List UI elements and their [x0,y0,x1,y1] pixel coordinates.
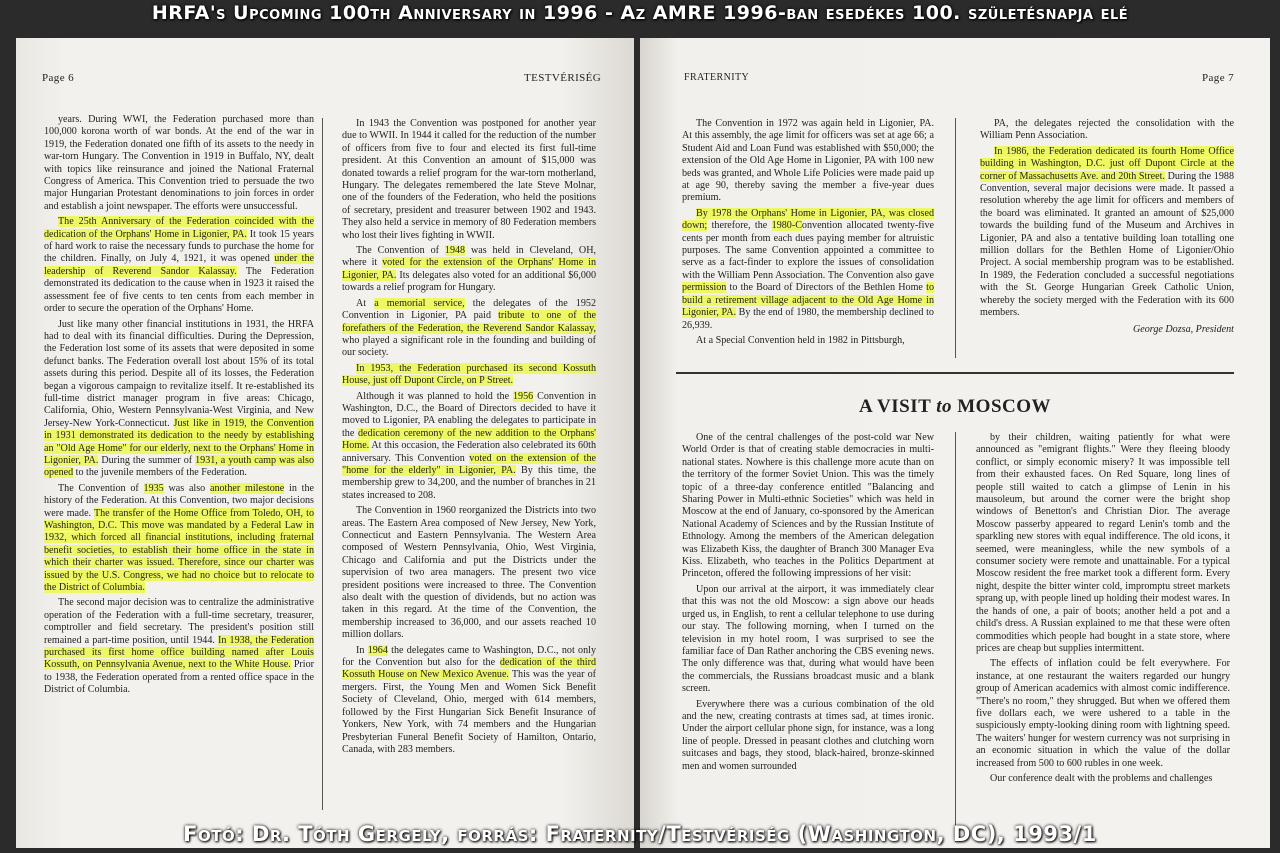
paragraph [44,597,314,696]
paragraph [682,118,934,205]
highlighted-text: 1980-C [771,220,802,232]
column-divider [322,118,323,810]
text-run: was held in Cleveland, OH, where it [342,245,596,269]
right-page [640,38,1270,848]
text-run: In [356,644,368,656]
paragraph [342,645,596,757]
paragraph [976,432,1230,655]
highlighted-text: another milestone [209,482,285,494]
paragraph [342,245,596,295]
paragraph [342,391,596,503]
paragraph [682,699,934,773]
highlighted-text: dedication of the third Kossuth House on New Mexico Avenue. [342,657,596,681]
text-run: The Convention in 1960 reorganized the Districts into two areas. The Eastern Area composed of New Jersey, New York, Connecticut and Eastern Pennsylvania. The Western Area composed of Western Pennsylvania, Ohio, West Virginia, Chicago and California and put the Districts under the supervision of two area managers. The present two vice president positions were increased to three. The Convention also dealt with the question of dividends, but no action was taken in this regard. At the time of the Convention, the membership increased to 36,000, and our assets reached 10 million dollars. [342,505,596,641]
text-run: years. During WWI, the Federation purchased more than 100,000 korona worth of war bonds. At the end of the war in 1919, the Federation donated one fifth of its assets to the needy in war-torn Hungary. The Convention in 1919 in Buffalo, NY, dealt with topics like reinsurance and joined the National Fraternal Congress of America. This Convention tried to persuade the two major Hungarian Protestant denominations to join forces in order and establish a joint newspaper. The efforts were unsuccessful. [44,114,314,212]
paragraph [44,483,314,595]
text-run: By the end of 1980, the membership declined to 26,939. [682,307,934,331]
article-column-2 [976,432,1230,848]
text-run: Its delegates also voted for an additional $6,000 towards a relief program for Hungary. [342,269,596,294]
highlighted-text: In 1953, the Federation purchased its second Kossuth House, just off Dupont Circle, on P Street. [342,362,596,387]
photo-title-caption: HRFA's Upcoming 100th Anniversary in 1996 - Az AMRE 1996-ban esedékes 100. születésnapja elé [151,2,1129,24]
paragraph [342,363,596,388]
paragraph [44,114,314,213]
right-masthead: FRATERNITY [684,72,750,83]
highlighted-text: 1956 [513,390,534,402]
highlighted-text: 1964 [367,644,388,656]
section-rule [676,372,1234,374]
paragraph [342,505,596,641]
article-title: A VISIT to MOSCOW [858,396,1052,417]
paragraph [342,118,596,242]
highlighted-text: tribute to one of the forefathers of the Federation, the Reverend Sandor Kalassay, [342,310,596,334]
highlighted-text: permission [682,282,727,294]
text-run: The Convention of [356,245,445,257]
highlighted-text: to build a retirement village adjacent to the Old Age Home in Ligonier, PA. [682,282,934,319]
right-column-2 [980,118,1234,364]
highlighted-text: voted on the extension of the "home for the elderly" in Ligonier, PA. [342,452,596,476]
text-run: to the Board of Directors of the Bethlen Home [726,282,927,294]
text-run: Our conference dealt with the problems and challenges [990,772,1213,784]
photo-credit-caption: Fotó: Dr. Tóth Gergely, forrás: Fraternity/Testvériség (Washington, DC), 1993/1 [183,822,1097,846]
text-run: The Convention in 1972 was again held in Ligonier, PA. At this assembly, the age limit for officers was set at age 66; a Student Aid and Loan Fund was established with $50,000; the extension of the Old Age Home in Ligonier, PA with 100 new beds was granted, and Whole Life Policies were made paid up at age 90, thereby saving the member a five-year dues premium. [682,118,934,204]
right-page-number: Page 7 [1202,72,1235,84]
highlighted-text: voted for the extension of the Orphans' Home in Ligonier, PA. [342,257,596,281]
highlighted-text: In 1986, the Federation dedicated its fourth Home Office building in Washington, D.C. just off Dupont Circle at the corner of Massachusetts Ave. and 20th Street. [980,145,1234,182]
text-run: The Convention of [58,482,144,494]
text-run: onvention allocated twenty-five cents per month from each dues paying member for altruistic purposes. The same Convention appointed a committee to serve as a fact-finder to explore the issues of consolidation with the William Penn Association. The Convention also gave [682,220,934,281]
text-run: By this time, the membership grew to 34,200, and the number of branches in 21 states increased to 208. [342,464,596,501]
signature: George Dozsa, President [1132,323,1234,335]
highlighted-text: dedication ceremony of the new addition to the Orphans' Home. [342,427,596,452]
paragraph [980,118,1234,143]
highlighted-text: under the leadership of Reverend Sandor Kalassay. [44,253,314,277]
text-run: During the 1988 Convention, several major decisions were made. It passed a resolution whereby the age limit for officers and members of the board was eliminated. It granted an amount of $25,000 towards the building fund of the Museum and Archives in Ligonier, PA and also a tentative building loan totalling one million dollars for the Bethlen Home of Ligonier/Ohio Project. A social membership program was to be established. In 1989, the Federation concluded a successful negotiations with the St. George Hungarian Greek Catholic Union, whereby the society merged with the Federation with its 600 members. [980,170,1234,319]
text-run: Everywhere there was a curious combination of the old and the new, creating contrasts at times sad, at times ironic. Under the airport cellular phone sign, for instance, was a long line of people. Dressed in peasant clothes and clutching worn suitcases and bags, they stood, black-haired, bronze-skinned men and women surrounded [682,698,934,772]
highlighted-text: a memorial service, [374,297,465,309]
highlighted-text: The transfer of the Home Office from Toledo, OH, to Washington, D.C. This move was mandated by a Federal Law in 1932, which forced all financial institutions, including fraternal benefit societies, to establish their home office in the state in which their charter was issued. Therefore, since our charter was issued by the U.S. Congress, we had no choice but to relocate to the District of Columbia. [44,507,314,594]
left-column-1 [44,114,314,848]
text-run: by their children, waiting patiently for what were announced as "emigrant flights." Were they fleeing bloody conflict, or simply economic misery? It was impossible tell from their exhausted faces. On Red Square, long lines of people still waited to catch a glimpse of Lenin in his mausoleum, but around the corner were the bright shop windows of Benetton's and Christian Dior. The average Moscow passerby appeared to regard Lenin's tomb and the sparkling new stores with equal indifference. The old icons, it seemed, were meaningless, while the new symbols of a consumer society were remote and unattainable. For a typical Moscow resident the free market took a different form. Every night, despite the bitter winter cold, impromptu street markets sprang up, with people lined up holding their modest wares. In the hands of one, a pair of boots; another held a pot and a child's dress. A Russian explained to me that these were often commodities which people had bought in a state store, where prices are cheap but supplies intermittent. [976,432,1230,654]
left-page-number: Page 6 [42,72,75,84]
left-masthead: TESTVÉRISÉG [524,72,602,84]
article-column-1 [682,432,934,848]
paragraph [342,298,596,360]
text-run: Just like many other financial institutions in 1931, the HRFA had to deal with its financial difficulties. During the Depression, the Federation lost some of its assets that were deposited in some defunct banks. The Federation overall lost about 15% of its total assets during this period. Despite all of its losses, the Federation began a vigorous campaign to revitalize itself. It re-established its full-time district manager program in five areas: Chicago, California, Ohio, Western Pennsylvania-West Virginia, and New Jersey-New York-Connecticut. [44,318,314,429]
highlighted-text: The 25th Anniversary of the Federation coincided with the dedication of the Orphans' Home in Ligonier, PA. [44,216,314,240]
left-page [16,38,634,848]
left-column-2 [342,118,596,848]
text-run: At a Special Convention held in 1982 in Pittsburgh, [696,334,905,346]
article-divider [955,432,956,842]
text-run: the delegates of the 1952 Convention in Ligonier, PA paid [342,297,596,322]
paragraph [682,208,934,332]
text-run: the delegates came to Washington, D.C., not only for the Convention but also for the [342,644,596,669]
highlighted-text: 1935 [143,482,164,494]
paragraph [44,319,314,480]
text-run: This was the year of mergers. First, the Young Men and Women Sick Benefit Society of Cleveland, Ohio, merged with 614 members, followed by the First Hungarian Sick Benefit Insurance of Yonkers, New York, with 74 members and the Hungarian Presbyterian Funeral Benefit Society of Hamilton, Ontario, Canada, with 283 members. [342,669,596,755]
paragraph [44,216,314,315]
text-run: to the juvenile members of the Federation. [73,467,247,479]
paragraph [980,146,1234,320]
text-run: At [356,297,375,309]
paragraph [682,584,934,696]
highlighted-text: Just like in 1919, the Convention in 1931 demonstrated its dedication to the needy by establishing an "Old Age Home" for our elderly, next to the Orphans' Home in Ligonier, PA. [44,417,314,466]
text-run: was also [163,482,210,494]
text-run: In 1943 the Convention was postponed for another year due to WWII. In 1944 it called for the reduction of the number of officers from five to four and elected its first full-time president. At this Convention an amount of $15,000 was donated towards a relief program for the war-torn motherland, Hungary. The delegates remembered the late Steve Molnar, one of the founders of the Federation, who held the positions of secretary, president and treasurer between 1902 and 1943. They also held a service in memory of 80 Federation members who lost their lives fighting in WWII. [342,118,596,241]
text-run: During the summer of [98,454,196,466]
text-run: Upon our arrival at the airport, it was immediately clear that this was not the old Moscow: a sign above our heads urged us, in English, to rent a cellular telephone to use during our stay. The following morning, when I turned on the television in my hotel room, I was surprised to see the familiar face of Dan Rather anchoring the CBS evening news. The only difference was that, during what would have been the commercials, the Russians broadcast music and a blank screen. [682,583,934,695]
text-run: The effects of inflation could be felt everywhere. For instance, at one restaurant the waiters regarded our hungry group of American academics with almost comic indifference. "There's no room," they shrugged. But when we offered them five dollars each, we were ushered to a table in the suspiciously empty-looking dining room with lightning speed. The waiters' hunger for western currency was not surprising in an economic situation in which the value of the dollar increased from 500 to 600 rubles in one week. [976,658,1230,769]
text-run: It took 15 years of hard work to raise the necessary funds to purchase the home for the children. Finally, on July 4, 1921, it was opened [44,228,314,265]
text-run: The Federation demonstrated its dedication to the cause when in 1923 it raised the assessment fee of five cents to ten cents from each member in order to secure the operation of the Orphans' Home. [44,265,314,315]
paragraph [976,773,1230,785]
paragraph [976,658,1230,770]
highlighted-text: In 1938, the Federation purchased its first home office building named after Louis Kossuth, on Pennsylvania Avenue, next to the White House. [44,634,314,671]
text-run: PA, the delegates rejected the consolidation with the William Penn Association. [980,118,1234,142]
paragraph [682,432,934,581]
text-run: One of the central challenges of the post-cold war New World Order is that of creating stable democracies in multi-national states. Nowhere is this challenge more acute than on the territory of the former Soviet Union. This was the timely topic of a three-day conference entitled "Balancing and Sharing Power in Multi-ethnic Societies" which was held in Moscow at the end of January, co-sponsored by the American National Academy of Sciences and by the Russian Institute of Ethnology. Among the members of the American delegation was Elizabeth Kiss, the daughter of Branch 300 Manager Eva Kiss. Elizabeth, who teaches in the Politics Department at Princeton, offered the following impressions of her visit: [682,432,934,580]
highlighted-text: 1931, a youth camp was also opened [44,454,314,479]
text-run: who played a significant role in the founding and building of our society. [342,334,596,359]
text-run: The second major decision was to centralize the administrative operation of the Federation with a full-time secretary, treasurer, comptroller and field secretary. The president's position still remained a part-time position, until 1944. [44,597,314,646]
highlighted-text: 1948 [444,245,466,257]
text-run: Prior to 1938, the Federation operated from a rented office space in the District of Columbia. [44,659,314,696]
text-run: Convention in Washington, D.C., the Board of Directors decided to have it moved to Ligonier, PA enabling the delegates to participate in the [342,390,596,439]
paragraph [682,335,934,347]
text-run: in the history of the Federation. At this Convention, two major decisions were made. [44,482,314,519]
text-run: therefore, the [707,220,772,232]
text-run: Although it was planned to hold the [356,390,513,402]
text-run: At this occasion, the Federation also celebrated its 60th anniversary. This Convention [342,440,596,464]
highlighted-text: By 1978 the Orphans' Home in Ligonier, PA, was closed down; [682,207,934,232]
column-divider-top [955,118,956,358]
right-column-1 [682,118,934,364]
